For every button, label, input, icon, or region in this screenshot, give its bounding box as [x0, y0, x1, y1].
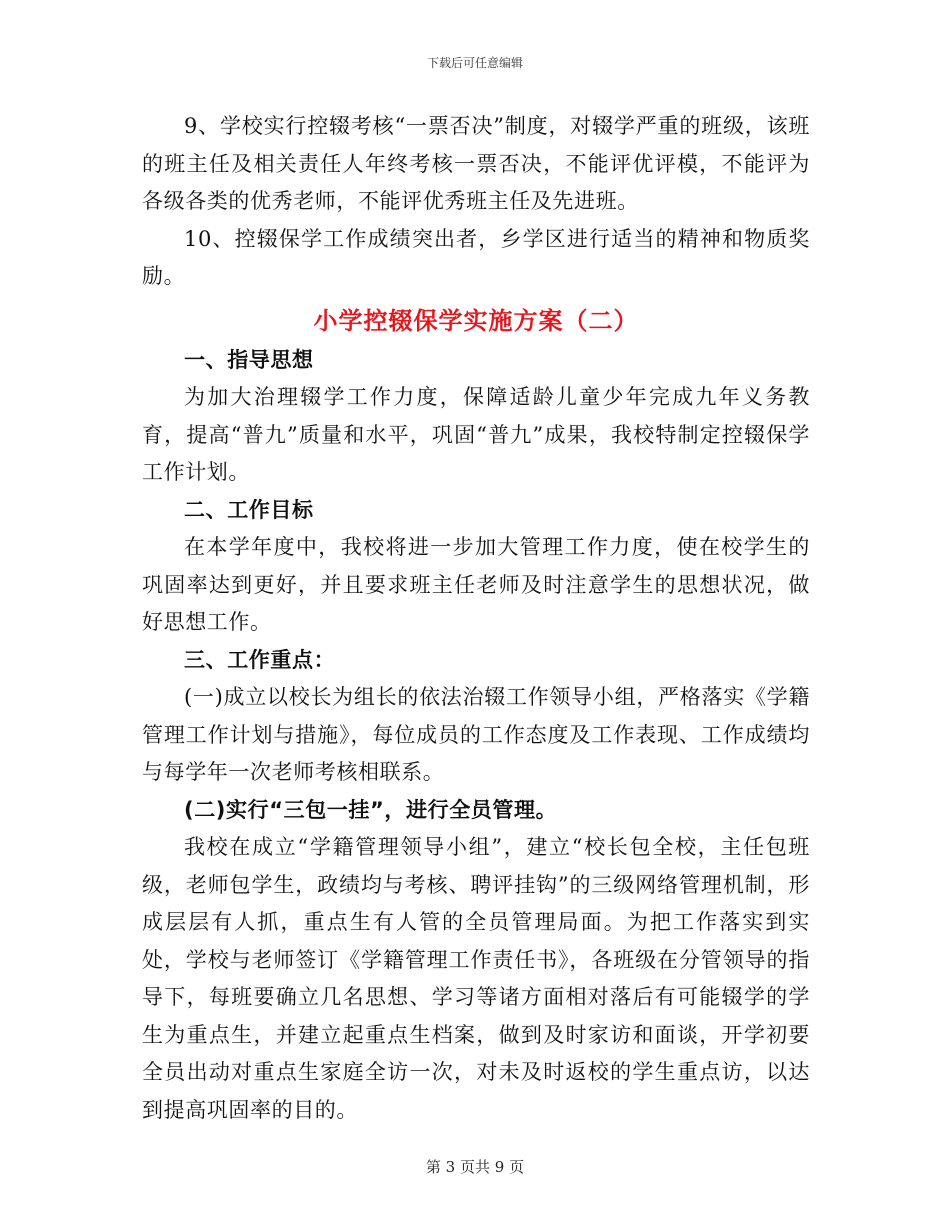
section-heading-work-focus: 三、工作重点： — [184, 647, 336, 672]
document-body — [142, 108, 810, 1129]
section-heading-guiding-thought: 一、指导思想 — [184, 347, 314, 372]
document-title: 小学控辍保学实施方案（二） — [313, 306, 639, 335]
section-text-work-goal: 在本学年度中，我校将进一步加大管理工作力度，使在校学生的巩固率达到更好，并且要求班主任老师及时注意学生的思想状况，做好思想工作。 — [142, 535, 810, 634]
paragraph-item-9: 9、学校实行控辍考核“一票否决”制度，对辍学严重的班级，该班的班主任及相关责任人年终考核一票否决，不能评优评模，不能评为各级各类的优秀老师，不能评优秀班主任及先进班。 — [142, 114, 810, 213]
work-focus-item-1: (一)成立以校长为组长的依法治辍工作领导小组，严格落实《学籍管理工作计划与措施》，每位成员的工作态度及工作表现、工作成绩均与每学年一次老师考核相联系。 — [142, 685, 810, 784]
section-text-guiding-thought: 为加大治理辍学工作力度，保障适龄儿童少年完成九年义务教育，提高“普九”质量和水平，巩固“普九”成果，我校特制定控辍保学工作计划。 — [142, 385, 810, 484]
paragraph-item-10: 10、控辍保学工作成绩突出者，乡学区进行适当的精神和物质奖励。 — [142, 226, 810, 288]
work-focus-item-2-text: 我校在成立“学籍管理领导小组”，建立“校长包全校，主任包班级，老师包学生，政绩均与考核、聘评挂钩”的三级网络管理机制，形成层层有人抓，重点生有人管的全员管理局面。为把工作落实到实处，学校与老师签订《学籍管理工作责任书》，各班级在分管领导的指导下，每班要确立几名思想、学习等诸方面相对落后有可能辍学的学生为重点生，并建立起重点生档案，做到及时家访和面谈，开学初要全员出动对重点生家庭全访一次，对未及时返校的学生重点访，以达到提高巩固率的目的。 — [142, 835, 810, 1122]
page-number: 第 3 页共 9 页 — [425, 1158, 525, 1176]
section-heading-work-goal: 二、工作目标 — [184, 497, 314, 522]
work-focus-item-2-heading: (二)实行“三包一挂”，进行全员管理。 — [184, 797, 558, 822]
header-note: 下载后可任意编辑 — [426, 56, 523, 70]
